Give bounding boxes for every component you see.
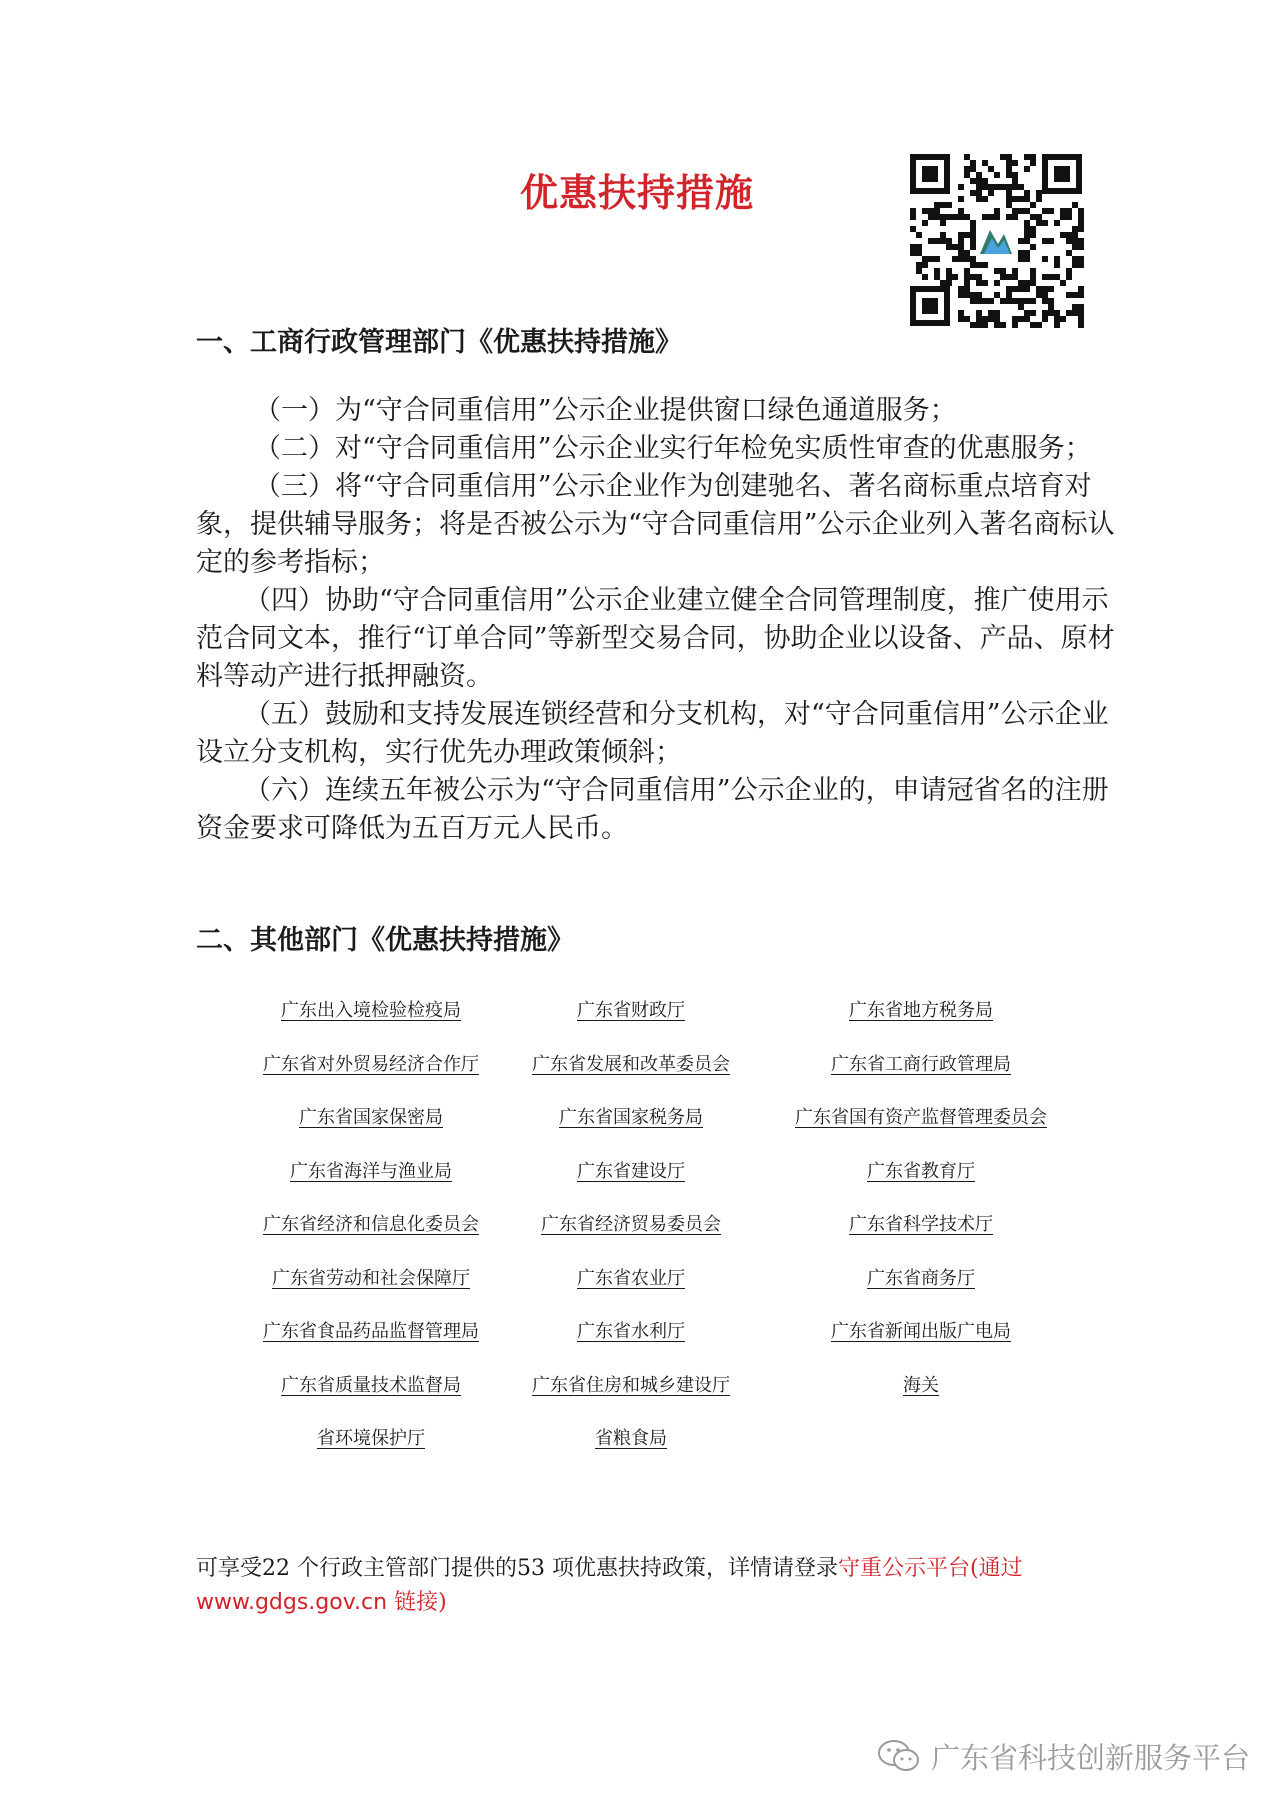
dept-cell [766,1103,1076,1157]
dept-cell [246,1210,496,1264]
department-link[interactable]: 广东省劳动和社会保障厅 [272,1267,470,1289]
section-heading-1: 一、工商行政管理部门《优惠扶持措施》 [196,327,682,358]
dept-cell [496,1050,766,1104]
department-link[interactable]: 省环境保护厅 [317,1428,425,1449]
department-link[interactable]: 广东省商务厅 [867,1267,975,1289]
department-link[interactable]: 广东出入境检验检疫局 [281,1000,461,1021]
dept-cell [496,1103,766,1157]
measure-paragraph: （一）为“守合同重信用”公示企业提供窗口绿色通道服务； [254,395,957,426]
department-link[interactable]: 广东省农业厅 [577,1267,685,1289]
section-heading-2: 二、其他部门《优惠扶持措施》 [196,925,574,956]
department-link[interactable]: 广东省国家保密局 [299,1107,443,1128]
platform-link[interactable]: 守重公示平台(通过 [837,1556,1023,1581]
department-link[interactable]: 广东省建设厅 [577,1160,685,1182]
document-title: 优惠扶持措施 [520,171,755,215]
dept-cell [246,996,496,1050]
qr-code-icon [906,150,1086,330]
dept-cell [766,1371,1076,1425]
dept-cell [766,1264,1076,1318]
measure-paragraph: （六）连续五年被公示为“守合同重信用”公示企业的，申请冠省名的注册资金要求可降低为五百万元人民币。 [196,775,1109,844]
dept-cell [246,1157,496,1211]
dept-cell [246,1050,496,1104]
department-link[interactable]: 广东省地方税务局 [849,1000,993,1021]
department-link[interactable]: 广东省财政厅 [577,1000,685,1021]
department-link[interactable]: 广东省海洋与渔业局 [290,1160,452,1182]
dept-cell [496,996,766,1050]
link-suffix: 链接) [387,1590,447,1615]
dept-cell [246,1371,496,1425]
department-link[interactable]: 广东省经济贸易委员会 [541,1214,721,1235]
department-link[interactable]: 广东省对外贸易经济合作厅 [263,1053,479,1075]
dept-cell [766,1050,1076,1104]
dept-cell [766,996,1076,1050]
dept-cell [496,1210,766,1264]
dept-cell [496,1157,766,1211]
wechat-icon [877,1738,921,1774]
measures-body [196,392,1116,848]
department-link[interactable]: 广东省质量技术监督局 [281,1374,461,1396]
department-link[interactable]: 省粮食局 [595,1428,667,1449]
watermark [877,1736,1250,1776]
department-link[interactable]: 广东省工商行政管理局 [831,1053,1011,1075]
dept-cell [246,1317,496,1371]
dept-cell [496,1371,766,1425]
department-link[interactable]: 广东省新闻出版广电局 [831,1321,1011,1342]
department-link[interactable]: 广东省科学技术厅 [849,1214,993,1235]
department-link[interactable]: 广东省食品药品监督管理局 [263,1321,479,1342]
department-link[interactable]: 海关 [903,1374,939,1396]
dept-cell [246,1264,496,1318]
department-link[interactable]: 广东省经济和信息化委员会 [263,1214,479,1235]
measure-paragraph: （五）鼓励和支持发展连锁经营和分支机构，对“守合同重信用”公示企业设立分支机构，实行优先办理政策倾斜； [196,699,1109,768]
dept-cell [246,1103,496,1157]
dept-cell [246,1424,496,1478]
department-link-grid [246,996,1076,1478]
department-link[interactable]: 广东省国家税务局 [559,1107,703,1128]
dept-cell [496,1264,766,1318]
footer-note [196,1552,1096,1620]
footer-text: 可享受22 个行政主管部门提供的53 项优惠扶持政策，详情请登录 [196,1556,838,1581]
department-link[interactable]: 广东省教育厅 [867,1160,975,1182]
department-link[interactable]: 广东省发展和改革委员会 [532,1053,730,1075]
dept-cell [766,1210,1076,1264]
dept-cell [496,1424,766,1478]
dept-cell [766,1157,1076,1211]
department-link[interactable]: 广东省住房和城乡建设厅 [532,1374,730,1396]
measure-paragraph: （四）协助“守合同重信用”公示企业建立健全合同管理制度，推广使用示范合同文本，推行“订单合同”等新型交易合同，协助企业以设备、产品、原材料等动产进行抵押融资。 [196,585,1115,692]
watermark-text: 广东省科技创新服务平台 [930,1740,1250,1775]
measure-paragraph: （三）将“守合同重信用”公示企业作为创建驰名、著名商标重点培育对象，提供辅导服务；将是否被公示为“守合同重信用”公示企业列入著名商标认定的参考指标； [196,471,1115,578]
dept-cell [766,1317,1076,1371]
dept-cell [496,1317,766,1371]
website-link[interactable]: www.gdgs.gov.cn [196,1590,388,1615]
department-link[interactable]: 广东省水利厅 [577,1321,685,1342]
measure-paragraph: （二）对“守合同重信用”公示企业实行年检免实质性审查的优惠服务； [254,433,1092,464]
department-link[interactable]: 广东省国有资产监督管理委员会 [795,1107,1047,1128]
